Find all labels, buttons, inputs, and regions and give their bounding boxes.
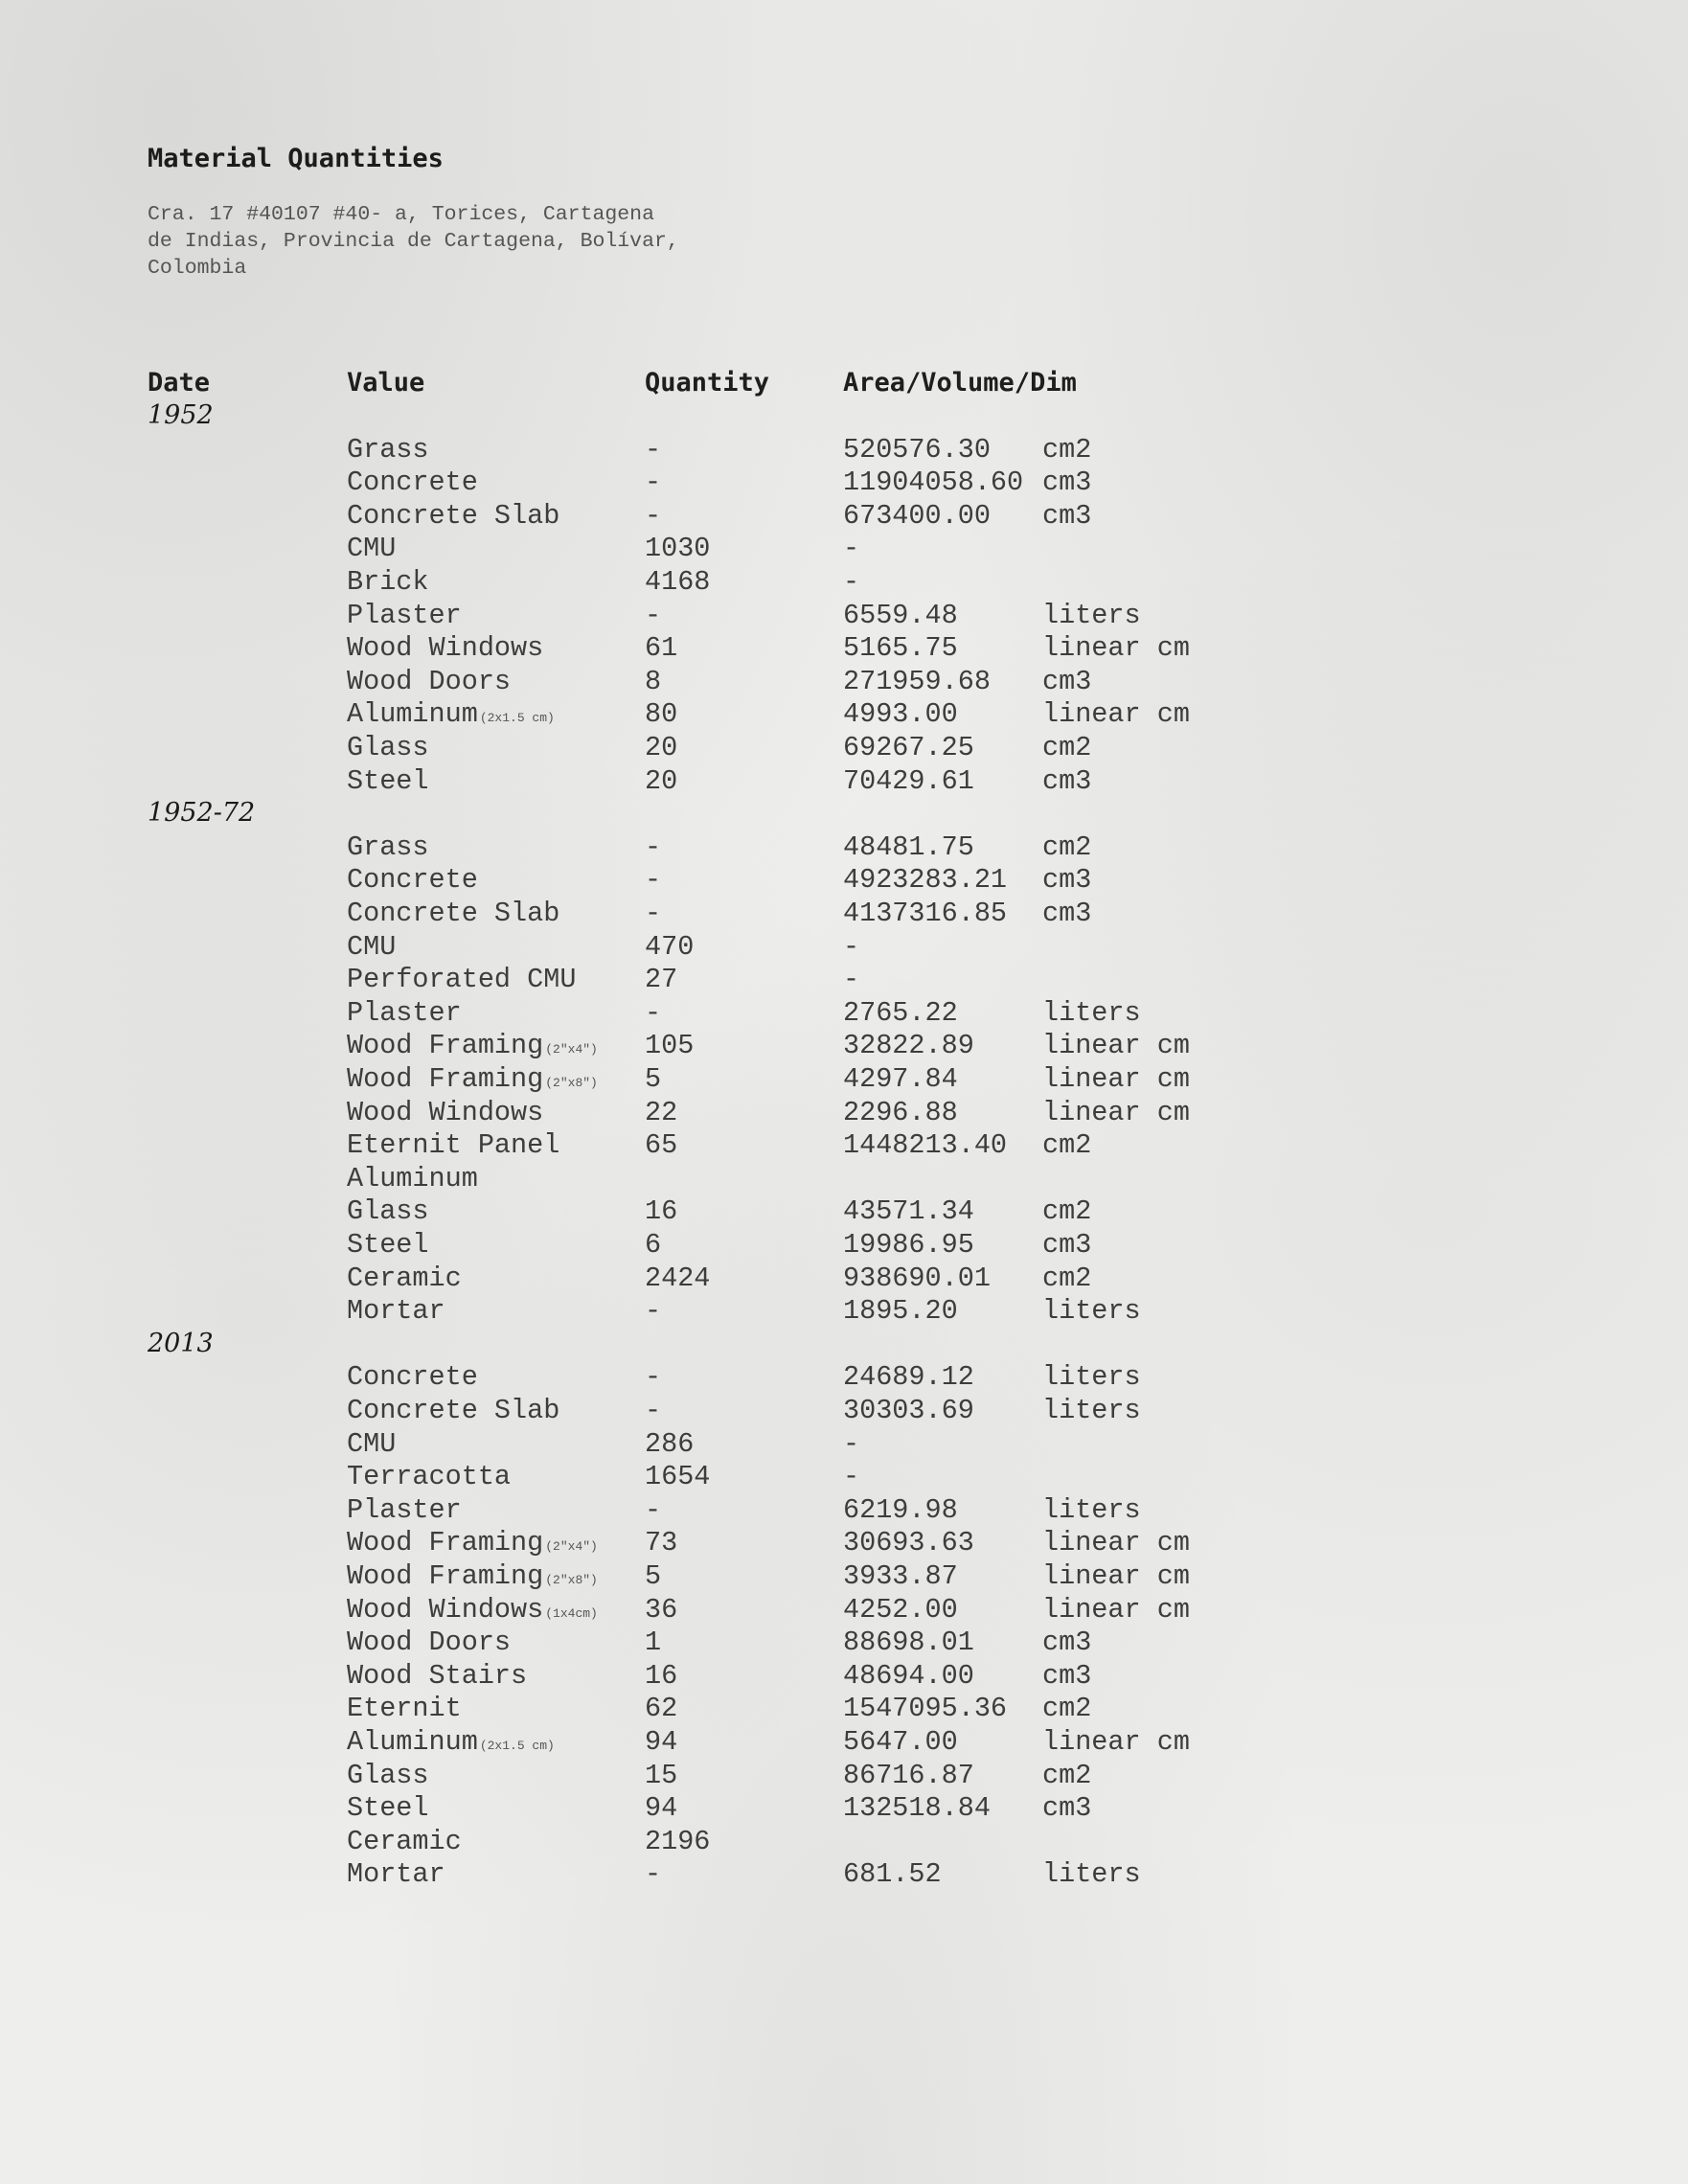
material-quantity: - bbox=[645, 864, 662, 897]
material-name: Wood Framing (2"x8") bbox=[347, 1560, 598, 1592]
material-unit: cm3 bbox=[1042, 1229, 1092, 1261]
material-row bbox=[0, 732, 1688, 764]
material-name: Grass bbox=[347, 830, 429, 863]
material-unit: liters bbox=[1042, 1858, 1141, 1891]
material-measure-value: 938690.01 bbox=[843, 1262, 991, 1294]
material-unit: cm2 bbox=[1042, 1129, 1092, 1162]
material-name: Steel bbox=[347, 764, 429, 797]
material-measure-value: 70429.61 bbox=[843, 764, 974, 797]
material-quantity: 105 bbox=[645, 1030, 695, 1062]
material-measure-value: 48481.75 bbox=[843, 830, 974, 863]
column-header-date: Date bbox=[148, 368, 211, 398]
material-name: Concrete Slab bbox=[347, 898, 560, 929]
material-quantity: 20 bbox=[645, 764, 678, 797]
material-name: Glass bbox=[347, 732, 429, 763]
material-name: Steel bbox=[347, 1792, 429, 1825]
section-date-label: 1952 bbox=[148, 400, 214, 430]
material-measure-value: 520576.30 bbox=[843, 433, 991, 466]
column-header-value: Value bbox=[347, 368, 425, 398]
material-name: Wood Stairs bbox=[347, 1659, 528, 1692]
material-row bbox=[0, 931, 1688, 964]
material-quantity: - bbox=[645, 1493, 662, 1526]
material-name: Plaster bbox=[347, 996, 462, 1029]
material-name: Glass bbox=[347, 1759, 429, 1791]
material-row bbox=[0, 997, 1688, 1030]
material-row bbox=[0, 533, 1688, 565]
material-quantity: 5 bbox=[645, 1560, 662, 1592]
material-name: Wood Windows bbox=[347, 1096, 544, 1128]
material-quantity: 94 bbox=[645, 1726, 678, 1758]
material-name: Wood Doors bbox=[347, 665, 512, 697]
material-row bbox=[0, 1163, 1688, 1195]
material-name: Wood Windows (1x4cm) bbox=[347, 1593, 598, 1626]
material-measure-value: 4993.00 bbox=[843, 698, 958, 731]
material-quantity: - bbox=[645, 599, 662, 631]
material-unit: liters bbox=[1042, 599, 1141, 631]
material-unit: linear cm bbox=[1042, 632, 1190, 665]
material-unit: linear cm bbox=[1042, 1726, 1190, 1758]
material-quantity: - bbox=[645, 433, 662, 466]
material-name: Terracotta bbox=[347, 1461, 512, 1493]
material-unit: cm2 bbox=[1042, 830, 1092, 863]
section-date-label: 1952-72 bbox=[148, 798, 256, 829]
material-measure-value: 88698.01 bbox=[843, 1627, 974, 1659]
material-name: Ceramic bbox=[347, 1262, 462, 1294]
material-measure-value: 3933.87 bbox=[843, 1560, 958, 1592]
material-dimension-note: (2x1.5 cm) bbox=[479, 711, 555, 726]
material-row bbox=[0, 434, 1688, 466]
material-quantity: 8 bbox=[645, 665, 662, 697]
material-quantity: 470 bbox=[645, 930, 695, 963]
material-quantity: 73 bbox=[645, 1527, 678, 1559]
material-unit: linear cm bbox=[1042, 1527, 1190, 1559]
material-quantity: 5 bbox=[645, 1063, 662, 1095]
material-row bbox=[0, 566, 1688, 599]
material-measure-value: 4252.00 bbox=[843, 1593, 958, 1626]
material-row bbox=[0, 698, 1688, 731]
material-quantity: 2424 bbox=[645, 1262, 711, 1294]
material-row bbox=[0, 1594, 1688, 1627]
material-quantity: 1 bbox=[645, 1627, 662, 1659]
material-unit: cm2 bbox=[1042, 732, 1092, 763]
material-quantity: 1654 bbox=[645, 1461, 711, 1493]
material-quantity: - bbox=[645, 499, 662, 532]
material-measure-value: 4923283.21 bbox=[843, 864, 1008, 897]
material-quantity: - bbox=[645, 1295, 662, 1328]
material-measure-value: 1448213.40 bbox=[843, 1129, 1008, 1162]
material-row bbox=[0, 1263, 1688, 1295]
material-name: Grass bbox=[347, 433, 429, 466]
material-row bbox=[0, 1229, 1688, 1262]
material-row bbox=[0, 466, 1688, 499]
material-unit: cm3 bbox=[1042, 466, 1092, 499]
material-row bbox=[0, 864, 1688, 897]
material-row bbox=[0, 1428, 1688, 1461]
material-row bbox=[0, 1461, 1688, 1493]
material-quantity: 4168 bbox=[645, 566, 711, 598]
material-name: Wood Framing (2"x4") bbox=[347, 1030, 598, 1062]
material-measure-value: 6219.98 bbox=[843, 1493, 958, 1526]
material-unit: linear cm bbox=[1042, 1560, 1190, 1592]
address-line: Cra. 17 #40107 #40- a, Torices, Cartagena bbox=[148, 203, 654, 226]
material-row bbox=[0, 500, 1688, 533]
section-date-label: 2013 bbox=[148, 1328, 214, 1358]
material-measure-value: 6559.48 bbox=[843, 599, 958, 631]
material-quantity: 62 bbox=[645, 1693, 678, 1725]
material-dimension-note: (2"x8") bbox=[545, 1573, 598, 1587]
material-name: Mortar bbox=[347, 1858, 445, 1891]
material-measure-value: 69267.25 bbox=[843, 732, 974, 763]
material-name: Aluminum bbox=[347, 1162, 478, 1194]
material-row bbox=[0, 898, 1688, 930]
material-quantity: 15 bbox=[645, 1759, 678, 1791]
material-quantity: 61 bbox=[645, 632, 678, 665]
material-name: Concrete Slab bbox=[347, 499, 560, 532]
material-name: Brick bbox=[347, 566, 429, 598]
material-measure-value: - bbox=[843, 533, 860, 565]
material-measure-value: 30693.63 bbox=[843, 1527, 974, 1559]
material-quantity: 27 bbox=[645, 964, 678, 996]
material-unit: liters bbox=[1042, 996, 1141, 1029]
material-unit: cm3 bbox=[1042, 898, 1092, 929]
material-dimension-note: (2"x4") bbox=[545, 1042, 598, 1058]
material-unit: cm2 bbox=[1042, 433, 1092, 466]
material-measure-value: 2765.22 bbox=[843, 996, 958, 1029]
material-quantity: - bbox=[645, 996, 662, 1029]
address-line: de Indias, Provincia de Cartagena, Bolívar, bbox=[148, 230, 679, 253]
material-measure-value: - bbox=[843, 930, 860, 963]
material-measure-value: 5647.00 bbox=[843, 1726, 958, 1758]
material-measure-value: 48694.00 bbox=[843, 1659, 974, 1692]
material-row bbox=[0, 1195, 1688, 1228]
material-quantity: 20 bbox=[645, 732, 678, 763]
material-quantity: 65 bbox=[645, 1129, 678, 1162]
material-name: Eternit bbox=[347, 1693, 462, 1725]
document-title: Material Quantities bbox=[148, 144, 444, 173]
material-measure-value: 86716.87 bbox=[843, 1759, 974, 1791]
material-row bbox=[0, 1030, 1688, 1062]
material-row bbox=[0, 1527, 1688, 1559]
material-quantity: 1030 bbox=[645, 533, 711, 565]
material-quantity: 94 bbox=[645, 1792, 678, 1825]
material-name: Ceramic bbox=[347, 1825, 462, 1857]
material-quantity: - bbox=[645, 898, 662, 929]
material-name: Plaster bbox=[347, 1493, 462, 1526]
material-row bbox=[0, 1395, 1688, 1427]
material-quantity: - bbox=[645, 1361, 662, 1394]
material-row bbox=[0, 1826, 1688, 1858]
material-measure-value: 43571.34 bbox=[843, 1195, 974, 1228]
material-quantity: - bbox=[645, 830, 662, 863]
material-unit: linear cm bbox=[1042, 1063, 1190, 1095]
material-name: Wood Framing (2"x8") bbox=[347, 1063, 598, 1095]
material-row bbox=[0, 1858, 1688, 1891]
material-measure-value: - bbox=[843, 1427, 860, 1460]
material-dimension-note: (2"x8") bbox=[545, 1076, 598, 1090]
material-name: Aluminum (2x1.5 cm) bbox=[347, 698, 555, 731]
material-row bbox=[0, 831, 1688, 864]
material-measure-value: 1895.20 bbox=[843, 1295, 958, 1328]
material-measure-value: 4137316.85 bbox=[843, 898, 1008, 929]
material-quantity: 6 bbox=[645, 1229, 662, 1261]
material-row bbox=[0, 666, 1688, 698]
material-measure-value: - bbox=[843, 566, 860, 598]
material-row bbox=[0, 600, 1688, 632]
material-dimension-note: (2"x4") bbox=[545, 1539, 598, 1555]
material-name: Eternit Panel bbox=[347, 1129, 560, 1162]
material-name: Concrete bbox=[347, 466, 478, 499]
material-unit: cm3 bbox=[1042, 665, 1092, 697]
material-unit: cm3 bbox=[1042, 1659, 1092, 1692]
material-unit: liters bbox=[1042, 1395, 1141, 1426]
material-measure-value: 132518.84 bbox=[843, 1792, 991, 1825]
material-measure-value: 32822.89 bbox=[843, 1030, 974, 1062]
material-unit: cm3 bbox=[1042, 1792, 1092, 1825]
material-measure-value: 5165.75 bbox=[843, 632, 958, 665]
material-name: CMU bbox=[347, 1427, 397, 1460]
column-header-quantity: Quantity bbox=[645, 368, 770, 398]
material-quantity: 16 bbox=[645, 1195, 678, 1228]
material-unit: cm3 bbox=[1042, 1627, 1092, 1659]
material-unit: cm2 bbox=[1042, 1693, 1092, 1725]
material-dimension-note: (2x1.5 cm) bbox=[479, 1739, 555, 1753]
material-quantity: 22 bbox=[645, 1096, 678, 1128]
material-name: Mortar bbox=[347, 1295, 445, 1328]
material-quantity: 286 bbox=[645, 1427, 695, 1460]
material-row bbox=[0, 1295, 1688, 1328]
material-unit: linear cm bbox=[1042, 1030, 1190, 1062]
material-measure-value: 681.52 bbox=[843, 1858, 942, 1891]
material-row bbox=[0, 1494, 1688, 1527]
material-row bbox=[0, 1627, 1688, 1659]
material-measure-value: 30303.69 bbox=[843, 1395, 974, 1426]
material-measure-value: 24689.12 bbox=[843, 1361, 974, 1394]
material-name: Concrete bbox=[347, 864, 478, 897]
material-unit: liters bbox=[1042, 1295, 1141, 1328]
material-name: Perforated CMU bbox=[347, 964, 577, 996]
material-row bbox=[0, 1097, 1688, 1129]
material-name: Aluminum (2x1.5 cm) bbox=[347, 1726, 555, 1758]
material-quantity: 2196 bbox=[645, 1825, 711, 1857]
material-row bbox=[0, 1760, 1688, 1792]
material-row bbox=[0, 1063, 1688, 1096]
material-unit: liters bbox=[1042, 1493, 1141, 1526]
material-measure-value: - bbox=[843, 1461, 860, 1493]
material-unit: liters bbox=[1042, 1361, 1141, 1394]
material-row bbox=[0, 1560, 1688, 1593]
material-unit: linear cm bbox=[1042, 1096, 1190, 1128]
material-row bbox=[0, 1660, 1688, 1693]
material-quantity: 80 bbox=[645, 698, 678, 731]
material-unit: cm3 bbox=[1042, 864, 1092, 897]
material-name: CMU bbox=[347, 930, 397, 963]
material-name: Concrete Slab bbox=[347, 1395, 560, 1426]
material-name: Wood Windows bbox=[347, 632, 544, 665]
material-row bbox=[0, 632, 1688, 665]
address-line: Colombia bbox=[148, 257, 247, 280]
column-header-dimension: Area/Volume/Dim bbox=[843, 368, 1077, 398]
material-unit: cm2 bbox=[1042, 1759, 1092, 1791]
material-measure-value: 2296.88 bbox=[843, 1096, 958, 1128]
material-row bbox=[0, 1693, 1688, 1725]
material-row bbox=[0, 964, 1688, 996]
material-name: Glass bbox=[347, 1195, 429, 1228]
material-row bbox=[0, 1726, 1688, 1759]
material-quantity: - bbox=[645, 466, 662, 499]
material-measure-value: 271959.68 bbox=[843, 665, 991, 697]
material-measure-value: 19986.95 bbox=[843, 1229, 974, 1261]
material-row bbox=[0, 765, 1688, 798]
material-row bbox=[0, 1361, 1688, 1394]
material-row bbox=[0, 1792, 1688, 1825]
material-measure-value: 673400.00 bbox=[843, 499, 991, 532]
material-measure-value: 1547095.36 bbox=[843, 1693, 1008, 1725]
material-unit: cm2 bbox=[1042, 1195, 1092, 1228]
material-unit: linear cm bbox=[1042, 1593, 1190, 1626]
material-quantity: 36 bbox=[645, 1593, 678, 1626]
material-name: CMU bbox=[347, 533, 397, 565]
material-name: Wood Doors bbox=[347, 1627, 512, 1659]
material-row bbox=[0, 1129, 1688, 1162]
material-quantity: - bbox=[645, 1858, 662, 1891]
material-unit: cm3 bbox=[1042, 764, 1092, 797]
material-quantity: - bbox=[645, 1395, 662, 1426]
material-measure-value: 4297.84 bbox=[843, 1063, 958, 1095]
material-name: Plaster bbox=[347, 599, 462, 631]
material-unit: cm2 bbox=[1042, 1262, 1092, 1294]
material-measure-value: 11904058.60 bbox=[843, 466, 1024, 499]
material-unit: cm3 bbox=[1042, 499, 1092, 532]
material-name: Steel bbox=[347, 1229, 429, 1261]
material-dimension-note: (1x4cm) bbox=[545, 1605, 598, 1621]
material-measure-value: - bbox=[843, 964, 860, 996]
material-quantity: 16 bbox=[645, 1659, 678, 1692]
material-name: Concrete bbox=[347, 1361, 478, 1394]
material-unit: linear cm bbox=[1042, 698, 1190, 731]
material-name: Wood Framing (2"x4") bbox=[347, 1527, 598, 1559]
